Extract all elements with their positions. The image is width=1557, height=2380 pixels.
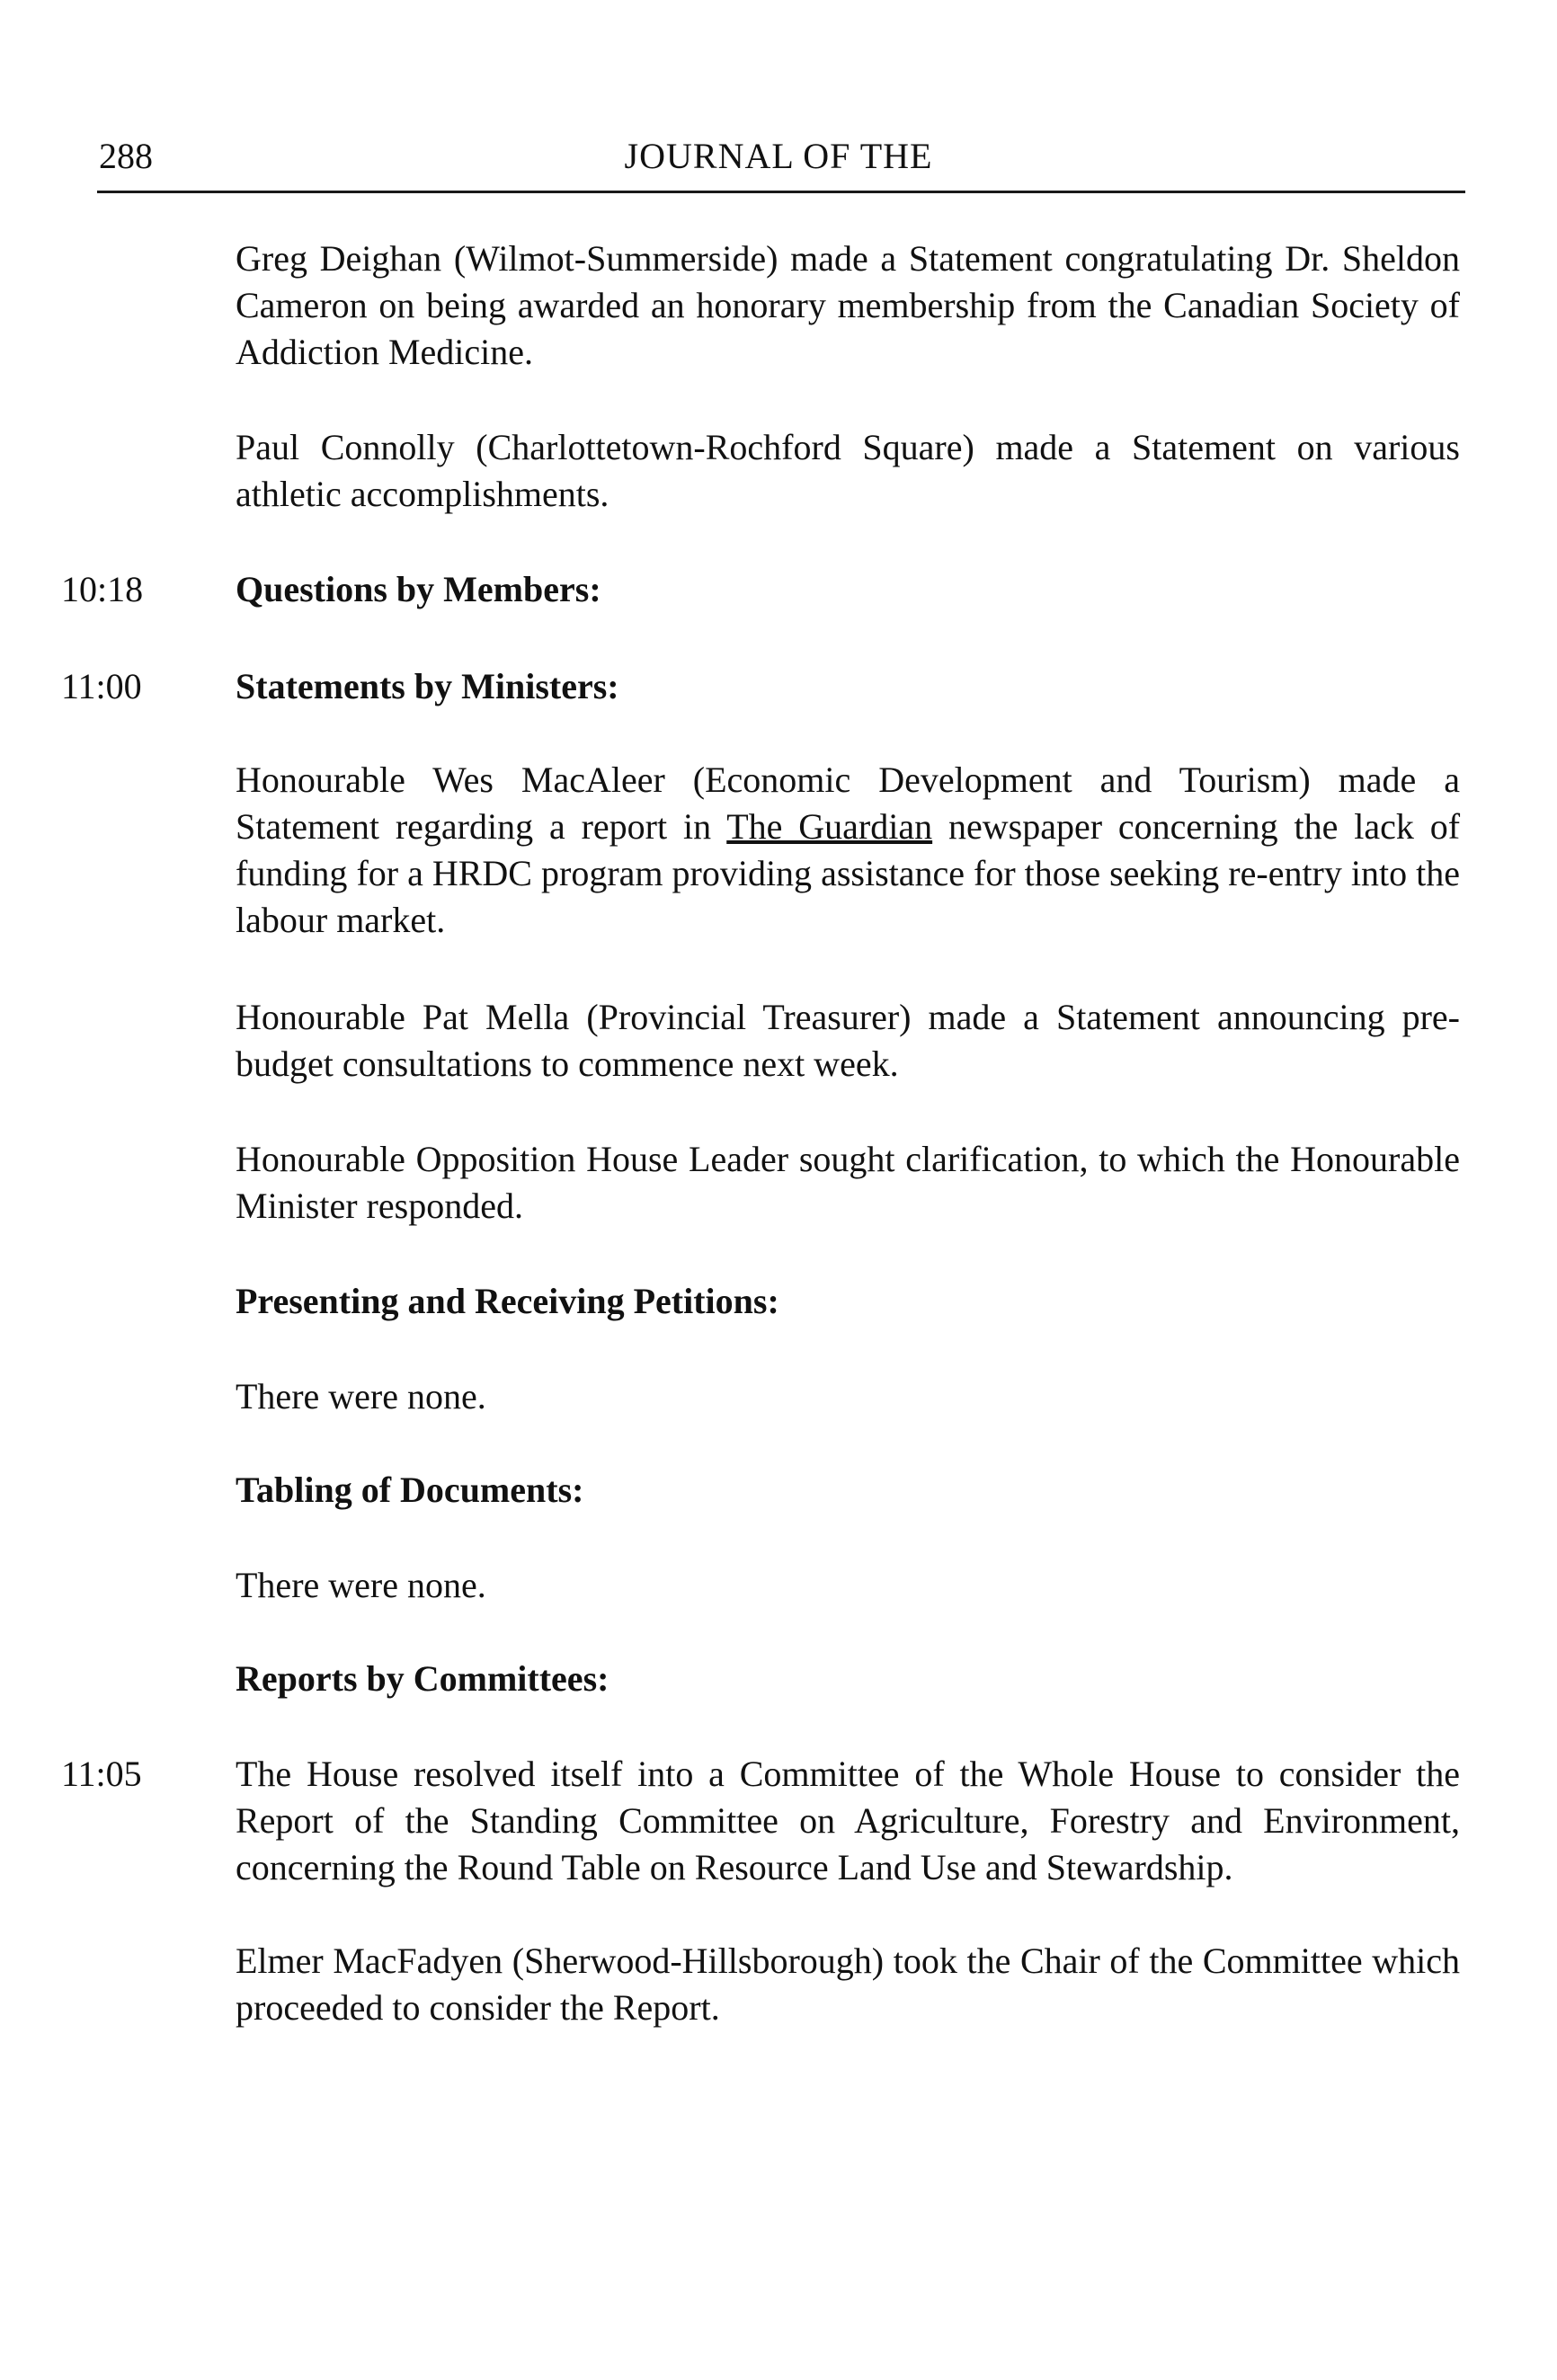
newspaper-title: The Guardian (726, 806, 933, 847)
paragraph-opposition-clarification: Honourable Opposition House Leader sought clarification, to which the Honourable Minister responded. (236, 1139, 1460, 1226)
paragraph-petitions-none: There were none. (236, 1376, 486, 1416)
header-rule (97, 191, 1465, 193)
heading-reports-by-committees: Reports by Committees: (236, 1658, 609, 1699)
paragraph-committee-of-whole-house: The House resolved itself into a Committee of the Whole House to consider the Report of the Standing Committee on Agriculture, Forestry and Environment, concerning the Round Table on Resource Land Use and Stewardship. (236, 1754, 1460, 1887)
page-number: 288 (99, 136, 153, 176)
heading-questions-by-members: Questions by Members: (236, 569, 601, 609)
macaleer-text-start: Honourable Wes MacAleer (Economic Development and Tourism) made a Statement regarding a report in (236, 759, 1460, 847)
time-stamp-statements: 11:00 (61, 666, 142, 706)
heading-tabling-of-documents: Tabling of Documents: (236, 1470, 584, 1510)
heading-petitions: Presenting and Receiving Petitions: (236, 1281, 779, 1321)
paragraph-tabling-none: There were none. (236, 1565, 486, 1605)
paragraph-deighan-statement: Greg Deighan (Wilmot-Summerside) made a Statement congratulating Dr. Sheldon Cameron on being awarded an honorary membership from the Canadian Society of Addiction Medicine. (236, 238, 1460, 372)
running-head: JOURNAL OF THE (624, 136, 933, 176)
time-stamp-committee: 11:05 (61, 1754, 142, 1794)
macaleer-text-end: newspaper concerning the lack of funding for a HRDC program providing assistance for those seeking re-entry into the labour market. (236, 806, 1461, 940)
paragraph-macaleer-statement (236, 757, 1460, 944)
paragraph-connolly-statement: Paul Connolly (Charlottetown-Rochford Square) made a Statement on various athletic accomplishments. (236, 427, 1460, 514)
time-stamp-questions: 10:18 (61, 569, 144, 609)
paragraph-macfadyen-chair: Elmer MacFadyen (Sherwood-Hillsborough) took the Chair of the Committee which proceeded to consider the Report. (236, 1940, 1460, 2028)
paragraph-mella-statement: Honourable Pat Mella (Provincial Treasurer) made a Statement announcing pre-budget consultations to commence next week. (236, 997, 1460, 1084)
heading-statements-by-ministers: Statements by Ministers: (236, 666, 619, 706)
